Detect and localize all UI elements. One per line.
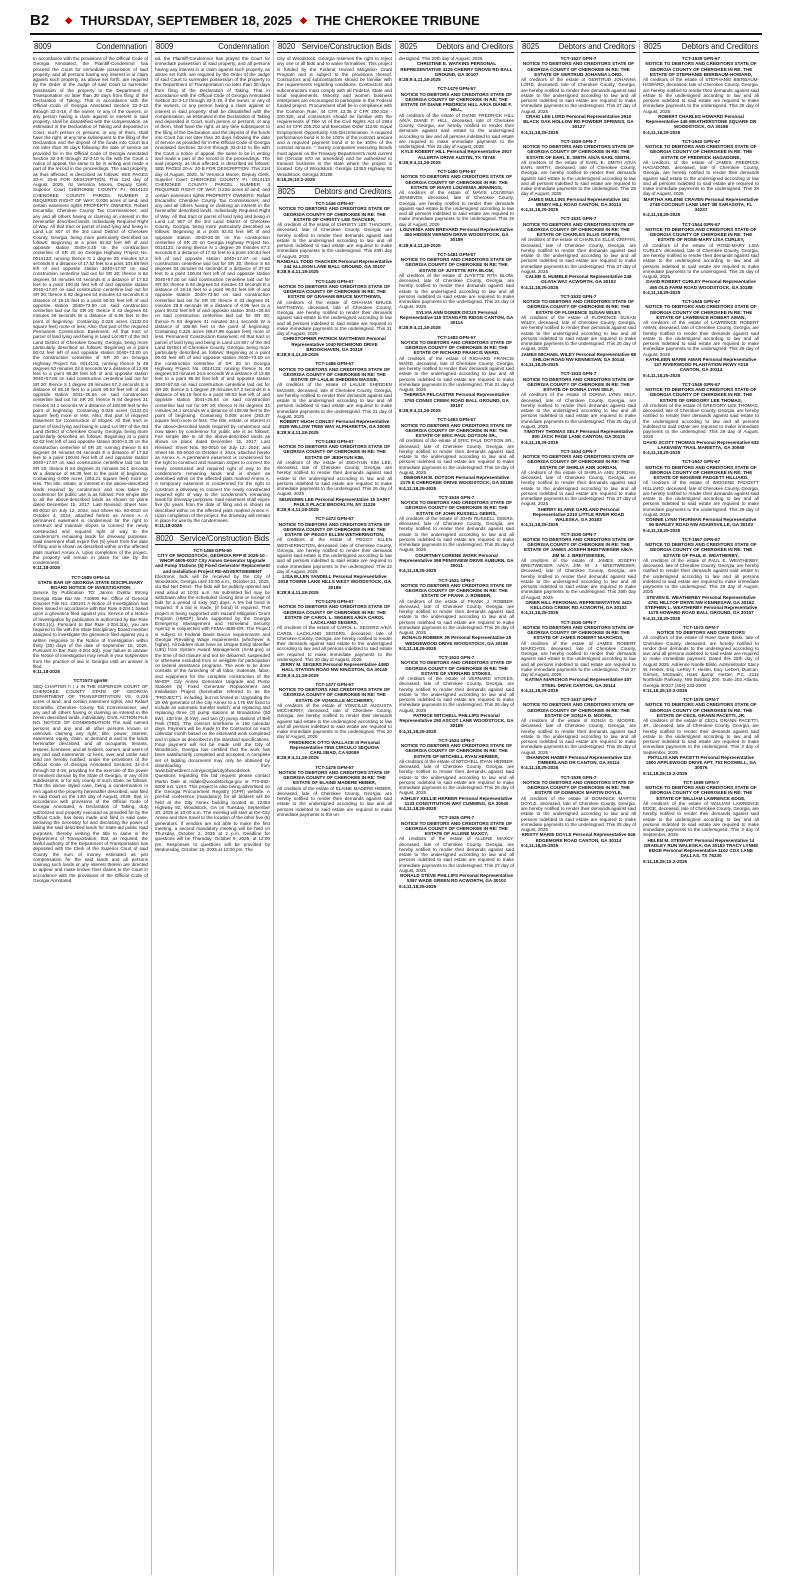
legal-notice [277,439,392,513]
section-title: Debtors and Creditors [314,187,391,196]
notice-heading: NOTICE TO DEBTORS AND CREDITORS STATE OF GEORGIA COUNTY OF CHEROKEE IN RE: THE ESTATE OF JEEHYUN KIM, [278,444,391,460]
notice-signature: CHRISTOPHER PATRICK MATTHEWS Personal Representative 1040 RICHMOND DRIVE BROOKHAVEN, GA 30319 [283,336,386,352]
run-dates: 8:28;9:4,11,18-2025 [277,672,319,678]
notice-heading: NOTICE TO DEBTORS AND CREDITORS STATE OF GEORGIA COUNTY OF CHEROKEE IN RE: THE ESTATE OF MAVIS LOUVENIA JENNINGS, [400,174,513,190]
legal-notice [33,56,148,571]
notice-id: TCT-1546 GPN-67 [681,381,721,387]
section-number: 8020 [278,42,296,51]
notice-signature: CALEB S. HUMBLE Personal Representative 248 OLIVIA WAY ACWORTH, GA 30102 [525,274,632,285]
notice-body: All creditors of the estate of DONNA LYNN SELF, deceased, late of Cherokee County, Georgia, are hereby notified to render their demands against said estate to the undersigned according to law and all persons indebted to said estate are required to make immediate payments to the undersigned. This 25 day of August, 2025 [521,392,636,429]
section-title: Service/Construction Bids [179,533,269,543]
run-dates: 9:4,11,18,25-2025 [399,806,437,811]
run-dates: 8:28;9:4,11,18-2025 [277,429,319,435]
notice-body: In accordance with the provisions of the Official Code of Georgia Annotated, the Plaintiff-Condemnor has proceed the Court for immediate possession of said property, and all persons having any interest in or claim against such property, as above set forth, are required by the Order of the Judge of said Court to surrender possession of the property to the Department of Transportation no later than 30 days from filing of the Declaration of Taking; That in accordance with the Official Code of Georgia Annotated Section 32-3-13 through 32-3-19, if the owner, or any of the owners, or any person having a claim against or interest in said property, shall be dissatisfied with the compensation, as estimated in the Declaration of Taking and deposited in Court, such person or persons, or any of them, shall have the right, at any time subsequent to the filing of the Declaration and the deposit of the funds into Court but not later than 30 days following the date of service as provided for in the Official Code of Georgia Annotated Section 32-3-8 through 32-3-10 to file with the Court a notice of appeal, the same to be in writing and made a part of the record in the proceedings. The said property, as thus affected, is described as follows: SEE PAGES 20-A: 20-B FOR DESCRIPTION. This 21st day of August, 2025. /s/ Veronica Moore, Deputy Clerk, Superior Court CHEROKEE COUNTY P.I. 0014133 CHEROKEE COUNTY PARCEL NUMBER 2 REQUIRED RIGHT OF WAY: 0.026 acres of land; and certain easement rights PROPERTY OWNERS: Robert Escamilla; Cherokee County Tax Commissioner; and any and all others having or claiming an interest in the hereinafter described lands. Individually Required Right of Way: All that tract or parcel of land lying and being in Land Lot 807 of the 3rd Land District of Cherokee County, Georgia, being more particularly described as follows: Beginning at a point 92.62 feet left of and opposite station 3040+3.35 on the construction centerline of SR 20 on Georgia Highway Project No. 0014133; running thence N 1 degree 29 minutes 57.2 seconds E a distance of 17.52 feet to a point 104.88 feet left of and opposite station 3040+17.97 on said construction centerline laid out for SR 20; thence S 84 degrees 04 minutes 04 seconds E a distance of 17.52 feet to a point 100.84 feet left of and opposite station 3040+17.97 on said construction centerline laid out for SR 20; thence S 82 degrees 54 minutes 43 seconds E a distance of 19.16 feet to a point 90.02 feet left of and opposite station 3040+73.50 on said construction centerline laid out for SR 20; thence S 43 degrees 01 minutes 28 seconds W a distance of 6.95 feet to the point of beginning. Containing 0.026 acres (1132.04 square feet) more or less; Also, that part of the required Permanent Construction Easement: All that tract or parcel of land lying and being in Land Lot 807 of the 3rd Land District of Cherokee County, Georgia, being more particularly described as follows: Beginning at a point 90.02 feet left of and opposite station 3040+73.50 on the construction centerline of SR 20 on Georgia Highway Project No. 0014133, running thence N 49 degrees 53 minutes 24.6 seconds W a distance of 13.68 feet to a point 95.38 feet left of and opposite station 3040+57.65 on said construction centerline laid out for SR 20; thence S 1 degree 29 minutes 57.2 seconds E a distance of 65.18 feet to a point 99.03 feet left of and opposite station 3041+26.84 on said construction centerline laid out for SR 20; thence N 84 degrees 31 minutes 34.1 seconds W a distance of 108.96 feet to the point of beginning. Containing 0.026 acres (1132.04 square feet) more or less. Also, that part of required Easement for Construction of Slopes: All that tract or parcel of land lying and being in Land Lot 807 of the 3rd Land District of Cherokee County, Georgia, being more particularly described as follows: Beginning at a point 92.62 feet left of and opposite station 3040+3.35 on the construction centerline of SR 20; running thence S 84 degrees 04 minutes 04 seconds E a distance of 17.52 feet to a point 100.84 feet left of and opposite station 3040+17.97 on said construction centerline laid out for SR 20; thence N 84 degrees 31 minutes 34.1 seconds W a distance of 56.39 feet to the point of beginning. Containing 0.006 acres (263.21 square feet) more or less. The title, estate, or interest in the above-described lands required by condemnor and now taken by condemnor for public use is as follows: Fee simple title to all the above-described lands as shown on plans dated December 15, 2017; Last Revised: Sheet Nos. 60-0010 on July 12, 2024; and Sheet No. 60-0010 on October 4, 2024, attached hereto as Annex A. A permanent easement is condemned for the right to construct and maintain slopes to connect the newly constructed and required right of way to the condemnor's remaining lands for driveway purposes. Said easement shall expire five (5) years from the date of filing and is shown as described within on the affected plats marked Annex A. Upon completion of the project, the property will remain in place for use by the condemnees. [33,56,148,565]
notice-heading: NOTICE TO DEBTORS AND CREDITORS STATE OF GEORGIA COUNTY OF CHEROKEE IN RE: THE ESTATE OF GERTRUD JOHANNA LORD, [522,61,635,77]
notice-id: TCT-1533 GPN-7 [560,371,597,377]
notice-heading: NOTICE TO DEBTORS AND CREDITORS STATE OF GEORGIA COUNTY OF CHEROKEE IN RE: THE ESTATE OF ROSE-MARY LISA CURLEY, [645,226,757,243]
run-dates: 9:4,11,18,25-2025 [399,485,437,491]
notice-id: TCT-1540 GPN-67 [681,138,721,144]
run-dates: 8:28;9:4,11,18-2025 [277,507,319,512]
masthead [30,10,762,30]
notice-id: TCT-1523 GPN-7 [438,655,475,660]
notice-signature: LISA ELLEN YANDELL Personal Representative 2018 TOWNE LAKE HILLS WEST WOODSTOCK, GA 30189 [278,574,391,590]
notice-id: TCT-1534 GPN-7 [560,448,597,454]
notice-signature: CRAIG LEE LORD Personal Representative 2910 BLACK OAK HOLLOW RD POWDER SPRINGS, GA 30127 [523,113,634,130]
notice-body: All creditors of the estate of JAMES FREDRICK HAGADONE, deceased, late of Cherokee County, Georgia, are hereby notified to render their demands against said estate to the undersigned according to law and all persons indebted to said estate are required to make immediate payments to the undersigned. This 28 day of August, 2025 [643,159,759,197]
notice-heading: NOTICE TO DEBTORS AND CREDITORS STATE OF GEORGIA COUNTY OF CHEROKEE IN RE: THE ESTATE OF STEPHANIE BIERBAUM-HOWARD, [645,61,757,77]
run-dates: 9:4,11,18,25-2025 [521,610,559,616]
notice-body: All creditors of the estate of ERIC PAUL DOTSON SR., deceased, late of Cherokee County, Georgia, are hereby notified to render their demands against said estate to the undersigned according to law and all persons indebted to said estate are required to make immediate payments to the undersigned. This 19 day of August, 2025 [399,438,514,475]
legal-notice [399,417,514,491]
legal-notice [521,775,636,849]
legal-notice [521,216,636,290]
legal-notice [521,620,636,694]
notice-id: TCT-1472 GPN-67 [315,516,354,522]
classified-column [640,40,762,1575]
notice-body: All creditors of the estate of ROSE-MARY LISA CURLEY, deceased, late of Cherokee County, Georgia, are hereby notified to render their demands against said estate to the undersigned according to law and all persons indebted to said estate are required to make immediate payments to the undersigned. This 25 day of August, 2025 [643,242,759,279]
section-header [277,41,392,53]
section-header [521,41,636,53]
legal-notice [277,516,392,595]
legal-notice [399,86,514,165]
classified-column [518,40,640,1575]
notice-signature: LOUVENIA ANN BREVARD Personal Representative 460 HIDDEN VERNON DRIVE WOODSTOCK, GA 30189 [399,226,514,243]
notice-id: TCT-1536 GPN-7 [560,619,597,625]
notice-heading: NOTICE TO DEBTORS AND CREDITORS STATE OF GEORGIA COUNTY OF CHEROKEE IN RE: THE ESTATE OF DOMINICK MARTIN DOYLE, [522,779,635,796]
notice-body: All creditors of the estate of SONJA D. MOORE, deceased, late of Cherokee County, Georgia, are hereby notified to render their demands against said estate to the undersigned according to law and all persons indebted to said estate are required to make immediate payments to the undersigned. This 26 day of August, 2025 [521,718,636,755]
classified-column [30,40,152,1575]
notice-body: All creditors of the estate of WILLIAM LAWRENCE EDGE, deceased, late of Cherokee County, Georgia, are hereby notified to render their demands against said estate to the undersigned according to law and all persons indebted to said estate are required to make immediate payments to the undersigned. This 3 day of September, 2025 [643,800,759,838]
run-dates: 9:18,25;10:2-2025 [277,176,316,182]
notice-heading: NOTICE TO DEBTORS AND CREDITORS STATE OF GEORGIA COUNTY OF CHEROKEE IN RE: THE ESTATE OF JOHN RUSSELL GEERS, [400,500,513,516]
notice-signature: DAVID ROBERT CURLEY Personal Representative 365 OLD FARM ROAD WOODSTOCK, GA 30188 [646,279,756,290]
notice-id: TCT-1575 GPN-7 [683,697,719,702]
notice-id: TCT-1524 GPN-7 [438,737,475,743]
section-header [155,41,270,53]
notice-id: TCT-1480 GPN-67 [437,169,476,174]
notice-heading: NOTICE TO DEBTORS AND CREDITORS STATE OF GEORGIA COUNTY OF CHEROKEE IN RE: THE ESTATE OF RICHARD FRANCIS WARD, [400,339,513,356]
notice-signature: SYLVIA ANN DONER DICUS Personal Representative 115 STANGATE RIDGE CANTON, GA 30114 [399,309,514,325]
notice-body: All creditors of the estate of JAMES JOSEPH BREITWIESER A/K/A JIM M. J. BREITWIESER, deceased, late of Cherokee County, Georgia, are hereby notified to render their demands against said estate to the undersigned according to law and all persons indebted to said estate are required to make immediate payments to the undersigned. This 26th day of August, 2025 [521,557,636,600]
notice-heading: NOTICE TO DEBTORS AND CREDITORS STATE OF GEORGIA COUNTY OF CHEROKEE IN RE: THE ESTATE OF LAULIE SHEDDEN MASSIE, [278,366,391,382]
section-header [643,41,759,53]
notice-id: TCT-1539 GPN-67 [681,56,721,61]
notice-body: All creditors of the estate of Rose Gene Bilski, late of Cherokee County, deceased, are hereby notified to render their demands to the undersigned according to law, and all persons indebted to said estate are required to make immediate payment. Dated this 25th day of August 2025. Adrienne Noelle Bilski, Administrator Stacy W. Hester, Esq. LeRoy T. Hester, Esq. Liebert, Duncan, Grimes, McSwain, Hass &amp; Hester, P.C. 2115 Northside Parkway, NW Building 200, Suite 202 Atlanta, Georgia 30327 (404) 233-2900 [643,635,759,688]
run-dates: 9:4,11,18,25-2025 [643,372,681,378]
notice-heading: NOTICE TO DEBTORS AND CREDITORS STATE OF GEORGIA COUNTY OF CHEROKEE IN RE: THE ESTATE OF FLORENCE SUSAN WILEY, [522,299,635,315]
notice-body: All creditors of the estate of JUYETTE RITA BLOM, deceased, late of Cherokee County, Georgia, are hereby notified to render their demands against said estate to the undersigned according to law and all persons indebted to said estate are required to make immediate payments to the undersigned. This 22 day of August, 2025 [399,272,514,310]
notice-signature: GRIER HILL PERSONAL REPRESENTATIVE 3423 KELLOGG CREEK RD ACWORTH, GA 30102 [525,599,632,610]
notice-body: ed, the Plaintiff-Condemnor has prayed the Court for immediate possession of said property, and all persons having any interest in or claim against such property, as above set forth, are required by the Order of the Judge of said Court to surrender possession of the property to the Department of Transportation no later than 30 days from filing of the Declaration of Taking; That in accordance with the Official Code of Georgia Annotated Section 32-3-13 through 32-3-19, if the owner, or any of the owners, or any person having a claim against or interest in said property, shall be dissatisfied with the compensation, as estimated in the Declaration of Taking and deposited in Court, such person or persons, or any of them, shall have the right, at any time subsequent to the filing of the Declaration and the deposit of the funds into Court but not later than 30 days following the date of service as provided for in the Official Code of Georgia Annotated Sections 32-3-8 through 32-3-10 to file with the Court a notice of appeal, the same to be in writing and made a part of the record in the proceedings. The said property, as thus affected, is described as follows: SEE PAGES 20-A: 20-B FOR DESCRIPTION. This 21st day of August, 2025. /s/ Veronica Moore, Deputy Clerk, Superior Court CHEROKEE COUNTY P.I. 0014133 CHEROKEE COUNTY PARCEL NUMBER 3 REQUIRED RIGHT OF WAY: 0.226 acres of land; and certain easement rights PROPERTY OWNERS: Rafael Escamilla; Cherokee County Tax Commissioner; and any and all others having or claiming an interest in the hereinafter described lands. Individually Required Right of Way: All that tract or parcel of land lying and being in Land Lot 807 of the 3rd Land District of Cherokee County, Georgia, being more particularly described as follows: Beginning at a point 92.62 feet left of and opposite station 3040+20.36 on the construction centerline of SR 20 on Georgia Highway Project No. 0014133; running thence N 1 degree 29 minutes 57.2 seconds E a distance of 17.52 feet to a point 100.84 feet left of and opposite station 3040+17.97 on said construction centerline laid out for SR 20; thence S 84 degrees 04 minutes 04 seconds E a distance of 37.52 feet to a point 100.84 feet left of and opposite station 3040+57.30 on said construction centerline laid out for SR 20; thence S 82 degrees 54 minutes 43 seconds E a distance of 19.16 feet to a point 90.02 feet left of and opposite station 3040+73.50 on said construction centerline laid out for SR 20; thence S 43 degrees 01 minutes 28.8 seconds W a distance of 6.95 feet to a point 90.02 feet left of and opposite station 3041+26.84 on said construction centerline laid out for SR 20; thence N 84 degrees 31 minutes 34.1 seconds W a distance of 108.96 feet to the point of beginning. Containing 0.226 acres (9847.99 square feet) more or less. Permanent Construction Easement: All that tract or parcel of land lying and being in Land Lot 807 of the 3rd Land District of Cherokee County, Georgia, being more particularly described as follows: Beginning at a point 90.02 feet left of and opposite station 3040+73.50 on the construction centerline of SR 20 on Georgia Highway Project No. 0014133; running thence N 49 degrees 53 minutes 24.6 seconds W a distance of 13.68 feet to a point 95.38 feet left of and opposite station 3040+57.65 on said construction centerline laid out for SR 20; thence S 1 degree 29 minutes 57.2 seconds E a distance of 65.18 feet to a point 99.03 feet left of and opposite station 3041+26.84 on said construction centerline laid out for SR 20; thence N 84 degrees 31 minutes 34.1 seconds W a distance of 108.96 feet to the point of beginning. Containing 0.008 acres (363.37 square feet) more or less. The title, estate, or interest in the above-described lands required by condemnor and now taken by condemnor for public use is as follows: Fee simple title to all the above-described lands as shown on plans dated December 15, 2017; Last Revised: Sheet Nos. 60-0010 on July 12, 2024; and Sheet No. 60-0010 on October 4, 2024, attached hereto as Annex A. A permanent easement is condemned for the right to construct and maintain slopes to connect the newly constructed and required right of way to the condemnor's remaining lands and is shown as described within on the affected plats marked Annex A. A temporary easement is condemned for the right to construct a driveway to connect the newly constructed required right of way to the condemnor's remaining lands for driveway purposes. Said easement shall expire five (5) years from the date of filing and is shown as described within on the affected plats marked Annex A. Upon completion of the project, the driveway will remain in place for use by the condemnees. [155,56,270,523]
run-dates: 8:28;9:4,11,18-2025 [399,242,441,248]
notice-signature: KYLE ROBERT HILL Personal Representative 2917 ALLERTA DRIVE AUSTIN, TX 78748 [401,149,512,160]
legal-notice [399,335,514,414]
section-number: 8025 [400,42,418,51]
section-number: 8009 [34,42,52,51]
legal-notice [399,252,514,331]
section-title: Debtors and Creditors [681,42,758,51]
run-dates: 9:11,18-2025 [155,523,183,529]
legal-notice [399,655,514,734]
run-dates: 8:28;9:4,11,18-2025 [399,408,441,413]
notice-id: TCT-1477 GPN-67 [315,681,354,687]
legal-notice [399,495,514,574]
notice-heading: CITY OF WOODSTOCK, GEORGIA RFP B 2025-10 - WHOP 4605-0037 City Annex Generator Upgrade and Pump Stations (5) Fixed Generator Replacement and Installation Project RE-ADVERTISEMENT [155,552,270,574]
notice-body: All creditors of the estate of MITCHELL RYAN HERBER, deceased, late of Cherokee County, Georgia, are hereby notified to render their demands against said estate to the undersigned according to law and all persons indebted to said estate are required to make immediate payments to the undersigned. This 26 day of August, 2025 [399,758,514,796]
legal-notice [643,382,759,456]
section-number: 8009 [156,42,174,51]
notice-signature: SHERRY ELAINE GARLAND Personal Representative 2210 LITTLE RIVER ROAD WALESKA, GA 30183 [532,506,625,522]
notice-signature: PHYLLIS ANN PACETTI Personal Representative 1800 APPLEWOOD DRIVE APT. 793 ROSWELL, GA 30076 [645,754,757,771]
notice-heading: NOTICE TO DEBTORS AND CREDITORS STATE OF GEORGIA COUNTY OF CHEROKEE IN RE: THE ESTATE OF FREDRICK HAGADONE, [645,144,757,160]
section-number: 8025 [522,42,540,51]
notice-body: All creditors of the estate of JOHN RUSSELL GEERS, deceased, late of Cherokee County, Georgia, are hereby notified to render their demands against said estate to the undersigned according to law and all persons indebted to said estate are required to make immediate payments to the undersigned. This 25 day of August, 2025 [399,515,514,553]
notice-id: TCT-1483 GPN-67 [437,417,476,423]
notice-id: TCT1573 gpn59 [73,678,108,684]
notice-heading: NOTICE TO DEBTORS AND CREDITORS [657,630,745,635]
section-header [277,186,392,198]
run-dates: 8:28;9:4,11,18-2025 [277,755,319,761]
run-dates: 9:4,11,18,25-2025 [521,284,559,290]
notice-body: All creditors of the estate of GRAHAM BRUCE MATTHEWS, deceased, late of Cherokee County, Georgia, are hereby notified to render their demands against said estate to the undersigned according to law and all persons indebted to said estate are required to make immediate payments to the undersigned. This 21 day of August, 2025 [277,299,392,336]
notice-id: TCT-1535 GPN-7 [560,531,597,537]
run-dates: 9:11,18,25;10:2-2025 [643,770,688,776]
notice-id: TCT-1589 GPN-14 [71,574,110,580]
page-number: B2 [30,11,50,29]
notice-heading: NOTICE TO DEBTORS AND CREDITORS STATE OF GEORGIA COUNTY OF CHEROKEE IN RE: THE ESTATE OF DIANE FREDRICK HILL A/K/A DIANE F. HILL, [400,91,513,113]
notice-body: All creditors of the estate of JEEHYUN KIM LEE, deceased, late of Cherokee County, Georgia, are hereby notified to render their demands against said estate to the undersigned according to law and all persons indebted to said estate are required to make immediate payments to the undersigned. This 26 day of August, 2025 [277,459,392,497]
notice-heading: NOTICE TO DEBTORS AND CREDITORS STATE OF GEORGIA COUNTY OF CHEROKEE IN RE: THE ESTATE OF CHARLES ELLIS GRIFFIN, [522,221,635,237]
run-dates: 9:4,11,18,25-2025 [399,568,437,574]
notice-signature: MARTHA ARLENE CRAVEN Personal Representative 2748 COCONUT LANE UNIT 3B SARASOTA, FL 34237 [643,196,759,212]
legal-notice [521,371,636,445]
notice-heading: NOTICE TO DEBTORS AND CREDITORS STATE OF GEORGIA COUNTY OF CHEROKEE IN RE: THE ESTATE OF ALLENE MAXCY, [400,820,513,836]
notice-id: TCT-1537 GPN-7 [560,697,597,702]
classified-column [152,40,274,1575]
notice-heading: NOTICE TO DEBTORS AND CREDITORS STATE OF GEORGIA COUNTY OF CHEROKEE IN RE: THE ESTATE OF VERNARD STOKES, [400,660,513,676]
notice-id: TCT-1479 GPN-67 [315,599,354,604]
notice-signature: KATINA NIARCHOS Personal Representative 407 STEEL DRIVE CANTON, GA 30114 [525,677,632,688]
notice-signature: RANDALL TODD THACKER Personal Representative 244 ALLISON LANE BALL GROUND, GA 30107 [277,258,392,269]
run-dates: 9:4,11,18,25-2025 [521,522,559,528]
legal-notices-columns [30,40,762,1575]
run-dates: 9:4,11,18,25-2025 [521,687,559,693]
diamond-separator-icon: ◆ [65,14,73,25]
run-dates: 9:11,18-2025 [33,669,61,674]
legal-notice [521,532,636,616]
notice-heading: NOTICE TO DEBTORS AND CREDITORS STATE OF GEORGIA COUNTY OF CHEROKEE IN RE: THE ESTATE OF SONJA D. MOORE, [522,702,635,718]
notice-body: All creditors of the estate of ALLENE MAXCY, deceased, late of Cherokee County, Georgia, are hereby notified to render their demands against said estate to the undersigned according to law and all persons indebted to said estate are required to make immediate payments to the undersigned. This 27 day of August, 2025 [399,836,514,873]
notice-id: TCT-1486 GPN-67 [315,361,354,367]
notice-body: All creditors of the estate of SHIRLIA ANN JORDAN, deceased, late of Cherokee County, Georgia, are hereby notified to render their demands against said estate to the undersigned according to law and all persons indebted to said estate are required to make immediate payments to the undersigned. This 27 day of August, 2025 [521,469,636,507]
legal-notice [277,599,392,678]
notice-signature: JAMES MICHAEL WILEY Personal Representative 68 SHILOH ROAD NW KENNESAW, GA 30144 [521,351,636,362]
legal-notice [277,765,392,818]
notice-body: All creditors of the estate of ELAINE MADERE HEBER, deceased, late of Cherokee County, Georgia, are hereby notified to render their demands against said estate to the undersigned according to law and all persons indebted to said estate are required to make immediate payments to the un- [277,785,392,817]
notice-signature: STEVEN E. WEATHERBY Personal Representative 4781 HILLTOP DRIVE NW KENNESAW, GA 30152 STEPHEN L. WEATHERBY Personal Representative 1175 HOWARD ROAD BALL GROUND, GA 30107 [644,594,758,616]
run-dates: 8:28;9:4,11,18-2025 [277,269,319,275]
notice-heading: NOTICE TO DEBTORS AND CREDITORS STATE OF GEORGIA COUNTY OF CHEROKEE IN RE: THE ESTATE OF EARL E. SMITH A/K/A EARL SMITH, [522,144,635,160]
notice-signature: JERRY M. SEGERS Personal Representative 449D HALL STATION ROAD NW KINGSTON, GA 30145 [279,662,390,673]
section-header [33,41,148,53]
legal-notice [277,279,392,358]
notice-signature: KRISTY MARIE DOYLE Personal Representative 546 EDGEMORE ROAD CANTON, GA 30114 [521,832,636,843]
notice-signature: TIMOTHY THOMAS SELF Personal Representative 800 JACK PAGE LANE CANTON, GA 30115 [523,429,634,440]
notice-body: All creditors of the estate of PAUL E. WEATHERBY, deceased, late of Cherokee County, Georgia, are hereby notified to render their demands against said estate to the undersigned according to law and all persons indebted to said estate are required to make immediate payments to the undersigned. This 29 day of August, 2025 [643,557,759,595]
legal-notice [643,780,759,864]
run-dates: 8:28;9:4,11,18-2025 [399,77,441,82]
notice-body: All creditors of the estate of CAROL L. SEGERS A/K/A CAROL LACKLAND SEGERS, deceased, late of Cherokee County, Georgia, are hereby notified to render their demands against said estate to the undersigned according to law and all persons indebted to said estate are required to make immediate payments to the undersigned. This 20 day of August, 2025 [277,625,392,662]
run-dates: 9:11,18,25;10:2-2025 [643,687,688,693]
diamond-separator-icon: ◆ [300,14,307,25]
run-dates: 8:28;9:4,11,18-2025 [277,589,319,595]
notice-id: TCT-1531 GPN-7 [560,216,597,222]
notice-signature: SEUNGMIN LEE Personal Representative 15 SAINT PAULS PLACE BROOKLYN, NY 11226 [278,496,391,507]
notice-body: All creditors of the estate of DIANE FREDRICK HILL A/K/A DIANE F. HILL, deceased, late of Cherokee County, Georgia, are hereby notified to render their demands against said estate to the undersigned according to law and all persons indebted to said estate are required to make immediate payments to the undersigned. This 22 day of August, 2025 [399,112,514,149]
section-header [155,533,270,545]
legal-notice [521,139,636,213]
notice-heading: NOTICE TO DEBTORS AND CREDITORS STATE OF GEORGIA COUNTY OF CHEROKEE IN RE: THE ESTATE OF JUYETTE RITA BLOM, [400,257,513,273]
run-dates: 9:4,11,18,25-2025 [643,527,681,533]
notice-id: TCT-1482 GPN-67 [437,334,476,340]
section-number: 8020 [156,533,174,543]
section-header [399,41,514,53]
run-dates: 8:28;9:4,11,18-2025 [399,325,441,331]
notice-id: TCT-1478 GPN-67 [315,764,354,770]
notice-id: TCT-1573 GPN-7 [683,624,719,630]
notice-heading: NOTICE TO DEBTORS AND CREDITORS STATE OF GEORGIA COUNTY OF CHEROKEE IN RE: THE ESTATE OF WILLIAM LAWRENCE EDGE, [645,785,757,801]
notice-id: TCT-1446 GPN-67 [315,201,354,206]
notice-id: TCT-1538 GPN-7 [560,774,597,780]
run-dates: 9:4,11,18,25-2025 [399,883,437,889]
legal-notice [399,56,514,82]
notice-body: All creditors of the estate of FRANK J. ROBBER, deceased, late of Cherokee County, Georgia, are hereby notified to render their demands against said estate to the undersigned according to law and all persons indebted to said estate are required to make immediate payments to the undersigned. This 26 day of August, 2025 [399,598,514,635]
notice-body: All creditors of the estate of CHRISTY LEE THACKER, deceased, late of Cherokee County, Georgia, are hereby notified to render their demands against said estate to the undersigned according to law and all persons indebted to said estate are required to make immediate payments to the undersigned. This 20th day of August, 2025 [277,222,392,259]
notice-signature: PATRICE MITCHELL PHILLIPS Personal Representative 250 ASCOT LANE WOODSTOCK, GA 30189 [399,712,514,729]
notice-id: TCT-1529 GPN-7 [560,138,597,144]
notice-body: All creditors of the estate of DOMINICK MARTIN DOYLE, deceased, late of Cherokee County, Georgia, are hereby notified to render their demands against said estate to the undersigned according to law and all persons indebted to said estate are required to make immediate payments to the undersigned. This 25 day of August, 2025 [521,795,636,832]
legal-notice [277,361,392,435]
notice-body: All creditors of the estate of EARL E. SMITH A/K/A EARL SMITH, deceased, late of Cherokee County, Georgia, are hereby notified to render their demands against said estate to the undersigned according to law and all persons indebted to said estate are required to make immediate payments to the undersigned. This 29 day of August, 2025 [521,159,636,197]
section-number: 8025 [278,187,296,196]
run-dates: 9:4,11,18,25-2025 [521,765,559,771]
newspaper-title: THE CHEROKEE TRIBUNE [314,12,480,28]
notice-heading: NOTICE TO DEBTORS AND CREDITORS STATE OF GEORGIA COUNTY OF CHEROKEE IN RE: THE ESTATE OF LAWRENCE ROBERT AMAN, [645,304,757,320]
notice-id: TCT-1493 GPN-67 [315,438,354,444]
notice-signature: DAVID SCOTT THOMAS Personal Representative 632 LAKEVIEW TRAIL MARIETTA, GA 30068 [643,439,759,450]
notice-id: TCT-1544 GPN-67 [681,221,721,227]
notice-heading: NOTICE TO DEBTORS AND CREDITORS STATE OF GEORGIA COUNTY OF CHEROKEE IN RE: THE ESTATE OF MITCHELL RYAN HERBER, [400,743,513,759]
notice-body: All creditors of the estate of VERNARD STOKES, deceased, late of Cherokee County, Georgia, are hereby notified to render their demands against said estate to the undersigned according to law and all persons indebted to said estate are required to make immediate payments to the undersigned. This 26 day of August, 2025 [399,676,514,713]
run-dates: 9:4,11,18,25-2025 [643,129,681,135]
notice-signature: JAMES MULLINS Personal Representative 161 WINDY HILL ROAD CANTON, GA 30114 [527,196,630,207]
notice-body: SEQ CHAPTER h r 1 IN THE SUPERIOR COURT OF CHEROKEE COUNTY STATE OF GEORGIA DEPARTMENT OF TRANSPORTATION VS. 0.226 acres of land; and certain easement rights; and Rafael Escamilla; Cherokee County Tax Commissioner; and any and all others having or claiming an interest in the herein described lands, individually. CIVIL ACTION FILE NO. NOTICE OF CONDEMNATION The said named persons and any and all other persons known or unknown claiming any right, title, power, interest, easement, equity, claim, or demand in and to the lands hereinafter described, and all occupants, tenants, lessees, licensees, and all holders, owners, and users of any and said easements, or liens, over and under said land are hereby notified, under the provisions of the Official Code of Georgia Annotated Sections 32-3-4 through 32-3-19, providing for the exercise of the power of eminent domain by the State of Georgia, or any of its subdivisions, or for any county of such State, as follows: That the above styled case, being a condemnation in rem against the property hereinafter described, was filed in said Court on the 12th day of August, 2025; that, in accordance with provisions of the Official Code of Georgia Annotated, a Declaration of Taking, duly authorized and properly executed as provided for by the Official Code, has been made and filed in said case, declaring the necessity for and disclosing the power of taking the said described lands for State-aid public road purposes, thereby vesting the title to same in the Department of Transportation; that, as required, the lawful authority of the Department of Transportation has deposited with the Clerk of the Superior Court of said County the sum of money estimated as just compensation for the said lands and all persons claiming such lands or any interest therein are directed to appear and make known their claims to the Court in accordance with the provisions of the Official Code of Georgia Annotated. [33,683,148,883]
legal-notice [643,697,759,776]
legal-notice [643,625,759,693]
notice-id: TCT-1532 GPN-7 [560,293,597,299]
run-dates: 9:4,11,18,25-2025 [643,289,681,295]
masthead-rule [30,33,762,35]
notice-id: TCT-1526 GPN-7 [438,815,475,821]
notice-heading: NOTICE TO DEBTORS AND CREDITORS STATE OF GEORGIA COUNTY OF CHEROKEE IN RE: THE ESTATE OF ELAINE MADERE HEBER, [278,769,391,786]
section-title: Condemnation [218,42,269,51]
run-dates: 9:4,11,18,25-2025 [643,450,681,455]
notice-heading: NOTICE TO DEBTORS AND CREDITORS STATE OF GEORGIA COUNTY OF CHEROKEE IN RE: THE ESTATE OF SHIRLIA ANN JORDAN, [522,454,635,470]
notice-signature: CHRISTINE E. WATKINS PERSONAL REPRESENTATIVE 4125 CHERRY GROVE RD BALL GROUND, GA 30107 [400,61,513,77]
notice-body: All creditors of the estate of GERTRUD JOHANNA LORD, deceased, late of Cherokee County, Georgia, are hereby notified to render their demands against said estate to the undersigned according to law and all persons indebted to said estate are required to make immediate payments to the undersigned. This 27 day of August, 2025 [521,77,636,114]
notice-body: All creditors of the estate of IMOGENE PADGETT HILLIARD, deceased, late of Cherokee County, Georgia, are hereby notified to render their demands against said estate to the undersigned according to law and all persons indebted to said estate are required to make immediate payments to the undersigned. This 29 day of August, 2025 [643,480,759,517]
legal-notice [155,548,270,853]
run-dates: 9:11,18,25;10:2-2025 [643,858,688,864]
notice-heading: NOTICE TO DEBTORS AND CREDITORS STATE OF GEORGIA COUNTY OF CHEROKEE IN RE: THE ESTATE OF CECIL GRANN PACETTI, JR. [645,702,757,718]
notice-heading: NOTICE TO DEBTORS AND CREDITORS STATE OF GEORGIA COUNTY OF CHEROKEE IN RE: THE ESTATE OF GREGORY LEE THOMAS, [645,387,757,403]
notice-signature: KATHLEEN MARIE AMAN Personal Representative 137 RIVERWOOD PLANTATION PKWY #218 CANTON, GA 30114 [645,356,757,373]
notice-signature: ROBERT HUGH CONLEY Personal Representative 8189 WILLOW TREE WAY ALPHARETTA, GA 30005 [279,419,390,430]
run-dates: 9:4,11,18,25-2025 [521,439,559,445]
notice-heading: NOTICE TO DEBTORS AND CREDITORS STATE OF GEORGIA COUNTY OF CHEROKEE IN RE: THE ESTATE OF IMOGENE PADGETT HILLIARD, [645,464,757,480]
legal-notice [643,459,759,533]
run-dates: 9:4,11,18,25-2025 [521,362,559,367]
notice-heading: NOTICE TO DEBTORS AND CREDITORS STATE OF GEORGIA COUNTY OF CHEROKEE IN RE: THE ESTATE OF ERIC PAUL DOTSON SR., [400,422,513,438]
notice-body: All creditors of the estate of RICHARD FRANCIS WARD, deceased, late of Cherokee County, Georgia, are hereby notified to render their demands against said estate to the undersigned according to law and all persons indebted to said estate are required to make immediate payments to the undersigned. This 21 day of August, 2025 [399,355,514,392]
notice-body: All creditors of the estate of PEGGY ELLEN WETHERINGTON, deceased, late of Cherokee County, Georgia, are hereby notified to render their demands against said estate to the undersigned according to law and all persons indebted to said estate are required to make immediate payments to the undersigned. This 22 day of August, 2025 [277,537,392,574]
run-dates: 9:4,11,18,25-2025 [521,129,559,135]
legal-notice [643,139,759,218]
legal-notice [155,56,270,529]
run-dates: 8:28;9:4,11,18-2025 [277,352,319,357]
run-dates: 8:28;9:4,11,18-2025 [399,159,441,165]
notice-body: All creditors of the estate of MAVIS LOUVENIA JENNINGS, deceased, late of Cherokee County, Georgia, are hereby notified to render their demands against said estate to the undersigned according to law and all persons indebted to said estate are required to make immediate payments to the undersigned. This 19 day of August, 2025 [399,190,514,227]
legal-notice [643,222,759,296]
notice-body: City of Woodstock, Georgia reserves the right to reject any one or all bids and to waive formalities. This project is funded by the Federal Hazard Mitigation Grant Program and is subject to the provisions thereof. Contractors and subcontractors should be familiar with the requirements regarding conditions. Contractors and subcontractors must comply with all Federal, State and local requirements. Minority and women business enterprises are encouraged to participate in this Federal funded project. Procurement shall be in compliance with the Common Rule, 44 CFR 13.36 2 CFR 200.318 - 200.326, and contractors should be familiar with the requirements of Title VI of the Civil Rights Act of 1964 and 44 CFR 205.202 and Executive Order 11246. Equal Employment Opportunity Anti-Discrimination. A required performance bond is to be 100% of the contract amount and a required payment bond is to be 100% of the contract amount. * Surety companies executing Bonds must appear on the Treasury Department's most current list (Circular 570 as amended) and be authorized to transact business in the state where the project is located. City of Woodstock, Georgia 12453 Highway 92 Woodstock, Georgia 30188 [277,56,392,177]
notice-signature: RONALD ROBBER JR Personal Representative 25 WEDGEWOOD DRIVE WOODSTOCK, GA 30189 [401,635,512,646]
notice-heading: NOTICE TO DEBTORS AND CREDITORS STATE OF GEORGIA COUNTY OF CHEROKEE IN RE: THE ESTATE OF JAMES JOSEPH BREITWIESER A/K/A JIM M. J. BREITWIESER, [522,536,635,558]
legal-notice [399,815,514,889]
notice-id: TCT-1567 GPN-67 [681,536,721,542]
notice-body: All creditors of the estate of JAMES ROBERT NIARCHOS, deceased, late of Cherokee County, Georgia, are hereby notified to render their demands against said estate to the undersigned according to law and all persons indebted to said estate are required to make immediate payments to the undersigned. This 27 day of August, 2025 [521,640,636,677]
notice-signature: THERESA PELCASTRE Personal Representative 3793 CONNS CREEK ROAD BALL GROUND, GA 30107 [403,392,510,408]
section-title: Debtors and Creditors [436,42,513,51]
legal-notice [521,697,636,771]
notice-signature: DEBORAH M. DOTSON Personal Representative 2175 E CHEROKEE DRIVE WOODSTOCK, GA 30188 [400,475,513,486]
notice-body: All creditors of the estate of STEPHANIE BIERBAUM-HOWARD, deceased, late of Cherokee County, Georgia, are hereby notified to render their demands against said estate to the undersigned according to law and all persons indebted to said estate are required to make immediate payments to the undersigned. This 28 day of August, 2025 [643,77,759,114]
notice-id: TCT-1545 GPN-67 [681,299,721,304]
legal-notice [521,56,636,135]
notice-id: TCT-1479 GPN-67 [437,86,476,92]
legal-notice [33,575,148,675]
notice-heading: NOTICE TO DEBTORS AND CREDITORS STATE OF GEORGIA COUNTY OF CHEROKEE IN RE: THE ESTATE OF GRAHAM BRUCE MATTHEWS, [278,283,391,300]
notice-heading: NOTICE TO DEBTORS AND CREDITORS STATE OF GEORGIA COUNTY OF CHEROKEE IN RE: THE ESTATE OF PAUL E. WEATHERBY, [645,542,757,558]
notice-signature: ASHLEY KELLIE HERBER Personal Representative 1133 CONSTITUTION WAY CUMMING, GA 30040 [400,795,513,806]
notice-signature: RONALD STEVE PHILLIPS Personal Representative 5397 WADE GREEN RD ACWORTH, GA 30102 [400,873,513,884]
notice-signature: ROBERT CHARLES HOWARD Personal Representative 146 WEATHERSTONE SQUARE DR WOODSTOCK, GA 30188 [645,113,757,130]
notice-id: TCT-1481 GPN-67 [437,251,476,257]
notice-heading: NOTICE TO DEBTORS AND CREDITORS STATE OF GEORGIA COUNTY OF CHEROKEE IN RE: THE ESTATE OF FRANK J. ROBBER, [400,582,513,599]
legal-notice [643,299,759,378]
section-number: 8025 [644,42,662,51]
legal-notice [277,56,392,182]
notice-body: dersigned. This 20th day of August, 2025 [399,56,483,61]
notice-body: All creditors of the estate of FLORENCE SUSAN WILEY, deceased, late of Cherokee County, Georgia, are hereby notified to render their demands against said estate to the undersigned according to law and all persons indebted to said estate are required to make immediate payments to the undersigned. This 26 day of August, 2025 [521,314,636,352]
legal-notice [399,169,514,248]
legal-notice [277,682,392,761]
notice-signature: CONNIE LYNN THURMAN Personal Representative 96 BARLEY ROAD NW ADAIRSVILLE, GA 30103 [645,517,757,528]
notice-body: All creditors of the estate of VONCILLE AUGUSTA MCCHERRY, deceased, late of Cherokee County, Georgia, are hereby notified to render their demands against said estate to the undersigned according to law and all persons indebted to said estate are required to make immediate payments to the undersigned. This 20 day of August, 2025 [277,702,392,740]
run-dates: 9:4,11,18,25-2025 [521,842,559,848]
notice-signature: COURTNEY LORENE WORK Personal Representative 398 PENSIVIEW DRIVE AUBURN, GA 30011 [399,552,514,568]
legal-notice [521,294,636,368]
notice-body: Service by Publication TO: Janice Ovetta Strong Georgia State Bar No. 740890 Re: Office of General Counsel File No. 230101 A Notice of Investigation has been issued in accordance with Bar Rule 4-204.1 based upon a grievance filed against you. Service of a Notice of Investigation by publication is authorized by Bar Rule 4-204.1(c). Pursuant to Bar Rule 4-204.3(a), you are required to file with the State Disciplinary Board member assigned to investigate the grievance filed against you a written response to the Notice of Investigation within thirty (30) days of the date of September 18, 2025. Pursuant to Bar Rule 4-204.3(d), your failure to answer the Notice of Investigation may result in your suspension from the practice of law in Georgia until an answer is filed. [33,590,148,669]
notice-heading: STATE BAR OF GEORGIA STATE DISCIPLINARY BOARD NOTICE OF INVESTIGATION [37,579,144,590]
notice-id: TCT-1521 GPN-7 [438,577,475,583]
notice-heading: NOTICE TO DEBTORS AND CREDITORS STATE OF GEORGIA COUNTY OF CHEROKEE IN RE: THE ESTATE OF CHRISTY LEE THACKER, [278,206,391,222]
notice-id: TCT-1599 GPN-7 [683,779,719,785]
notice-signature: FREDERICK OTTO WALLACE III Personal Representative 7655 CIRCULO SEQUOIA CARLSBAD, CA 92009 [289,739,380,755]
notice-body: Electronic bids will be received by the City of Woodstock, Georgia until 10:00 a.m., October 21, 2025, via Bid Net Direct. The bids will be publicly opened and read aloud at 10:01 a.m. No submitted bid may be withdrawn after the scheduled closing time or receipt of bids for a period of sixty (60) days. A 5% bid bond is required. If a bid is made, (if bond) is required. This project is being supported with Hazard Mitigation Grant Program (HMGP) funds supported by the Georgia Emergency Management and Homeland Security Agency in conjunction with FEMA-4685-DR. The Project is subject to Federal Davis Bacon requirements and Georgia Prevailing Wage requirements (whichever is higher). All bidders must have an Unique Entity Identifier (UEI) from System Award Management (SAM.gov) at the time of bid closure and not be debarred, suspended or otherwise excluded from or ineligible for participation on federal assistance programs. The work to be done consists of the furnishing of all labor, materials, labor, and equipment for the complete construction of the WHOP: City Annex Generator Upgrade and Pump Stations (5) Fixed Generator Replacement and Installation Project (hereinafter referred to as the "PROJECT"), including, but not limited to: Upgrading the 20 kW generator of the City Annex to a 175 kW fixed to include an automatic transfer switch; and replacing and replacing three (3) pump stations at Broadstone (50 kW), 130 kW, (6 kW), and two (2) pump stations of Bell Park (TBD). The contract timeframe is 150 calendar days. Payment will be made to the Contractor on each calendar month based on the estimated work completed and in place as described in the standard specifications. Final payment will not be made until the City of Woodstock, Georgia has certified that the work has been satisfactorily completed and accepted. A complete set of bidding documents may only be obtained by downloading from www.bidnetdirect.com/georgia/cityofwoodstock. Questions regarding this bid request please contact Martin Dale at mdale@woodstockga.gov or 770-592-6000 ext. 1244. This project is also being advertised on the Georgia Procurement Registry (GPR) website. A pre-bid conference (mandatory) for all bidders will be held at the City Annex building located at 12453 Highway 92, Woodstock, GA on Tuesday, September 30, 2025 at 10:00 a.m. The meeting will start at the City Annex and then travel to the location of the other five (5) generators. If vendors are not able to make the first meeting, a second mandatory meeting will be held on Thursday, October 2, 2025 at 2 p.m. Deadline for questions will be Thursday, October 9, 2025, at 12:00 pm. Responses to questions will be provided by Wednesday, October 15, 2025 at 12:00 pm. The [155,573,270,852]
notice-body: All creditors of the estate of CHARLES ELLIS GRIFFIN, deceased, late of Cherokee County, Georgia, are hereby notified to render their demands against said estate to the undersigned according to law and all persons indebted to said estate are required to make immediate payments to the undersigned. This 27 day of August, 2025 [521,237,636,274]
notice-body: All creditors of the estate of CECIL GRANN PACETTI, JR., deceased, late of Cherokee County, Georgia, are hereby notified to render their demands against said estate to the undersigned according to law and all persons indebted to said estate are required to make immediate payments to the undersigned. This 3 day of September, 2025 [643,718,759,755]
legal-notice [521,449,636,528]
notice-heading: NOTICE TO DEBTORS AND CREDITORS STATE OF GEORGIA COUNTY OF CHEROKEE IN RE: THE ESTATE OF VONCILLE MCCHERRY, [278,687,391,703]
legal-notice [277,201,392,275]
notice-body: All creditors of the estate of LAWRENCE ROBERT AMAN, deceased, late of Cherokee County, Georgia, are hereby notified to render their demands against said estate to the undersigned according to law and all persons indebted to said estate are required to make immediate payments to the undersigned. This 29 day of August, 2025 [643,320,759,357]
notice-heading: NOTICE TO DEBTORS AND CREDITORS STATE OF GEORGIA COUNTY OF CHEROKEE IN RE: THE ESTATE OF DONNA LYNN SELF, [522,376,635,392]
legal-notice [643,537,759,621]
run-dates: 9:4,11,18,25-2025 [399,645,437,651]
run-dates: 9:4,11,18,25-2025 [399,728,437,734]
run-dates: 9:4,11,18,25-2025 [521,207,559,212]
legal-notice [399,578,514,652]
notice-signature: SHANNON HAMBY Personal Representative 113 TIMBERLAND DR CANTON, GA 30114 [526,754,631,765]
notice-body: All creditors of the estate of GREGORY LEE THOMAS, deceased, late of Cherokee County, Georgia, are hereby notified to render their demands against said estate to the undersigned according to law and all persons indebted to said estate are required to make immediate payments to the undersigned. This 29 day of August, 2025 [643,402,759,440]
notice-signature: HELEN M. STEWART Personal Representative 14 GRADLEY RUN WALESKA, GA 30183 TRACY LYNNE EDGE Personal Representative 1102 COX LANE DALLAS, TX 75230 [643,837,759,859]
legal-notice [33,678,148,883]
dateline: THURSDAY, SEPTEMBER 18, 2025 [80,12,293,28]
notice-id: TCT-1445 GPN-67 [315,278,354,284]
classified-column [274,40,396,1575]
section-title: Condemnation [96,42,147,51]
notice-id: TCT-1519 GPN-7 [438,494,475,500]
section-title: Service/Construction Bids [301,42,391,51]
classified-column [396,40,518,1575]
run-dates: 9:11,18-2025 [33,565,61,571]
notice-id: TCT-1547 GPN-67 [681,459,721,465]
notice-id: TCT-1468 GPN-60 [193,547,232,553]
legal-notice [643,56,759,135]
run-dates: 9:4,11,18,25-2025 [643,615,681,621]
legal-notice [399,738,514,812]
notice-body: All creditors of the estate of LAULIE SHEDDEN MASSIE, deceased, late of Cherokee County, Georgia, are hereby notified to render their demands against said estate to the undersigned according to law and all persons indebted to said estate are required to make immediate payments to the undersigned. This 21 day of August, 2025 [277,382,392,419]
section-title: Debtors and Creditors [558,42,635,51]
notice-heading: NOTICE TO DEBTORS AND CREDITORS STATE OF GEORGIA COUNTY OF CHEROKEE IN RE: THE ESTATE OF PEGGY ELLEN WETHERINGTON, [278,521,391,537]
notice-heading: NOTICE TO DEBTORS AND CREDITORS STATE OF GEORGIA COUNTY OF CHEROKEE IN RE: THE ESTATE OF CAROL L. SEGERS A/K/A CAROL LACKLAND SEGERS, [278,604,391,625]
notice-id: TCT-1527 GPN-7 [560,56,597,61]
notice-heading: NOTICE TO DEBTORS AND CREDITORS STATE OF GEORGIA COUNTY OF CHEROKEE IN RE: THE ESTATE OF JAMES ROBERT NIARCHOS, [522,624,635,641]
run-dates: 9:4,11,18,25-2025 [643,212,681,218]
